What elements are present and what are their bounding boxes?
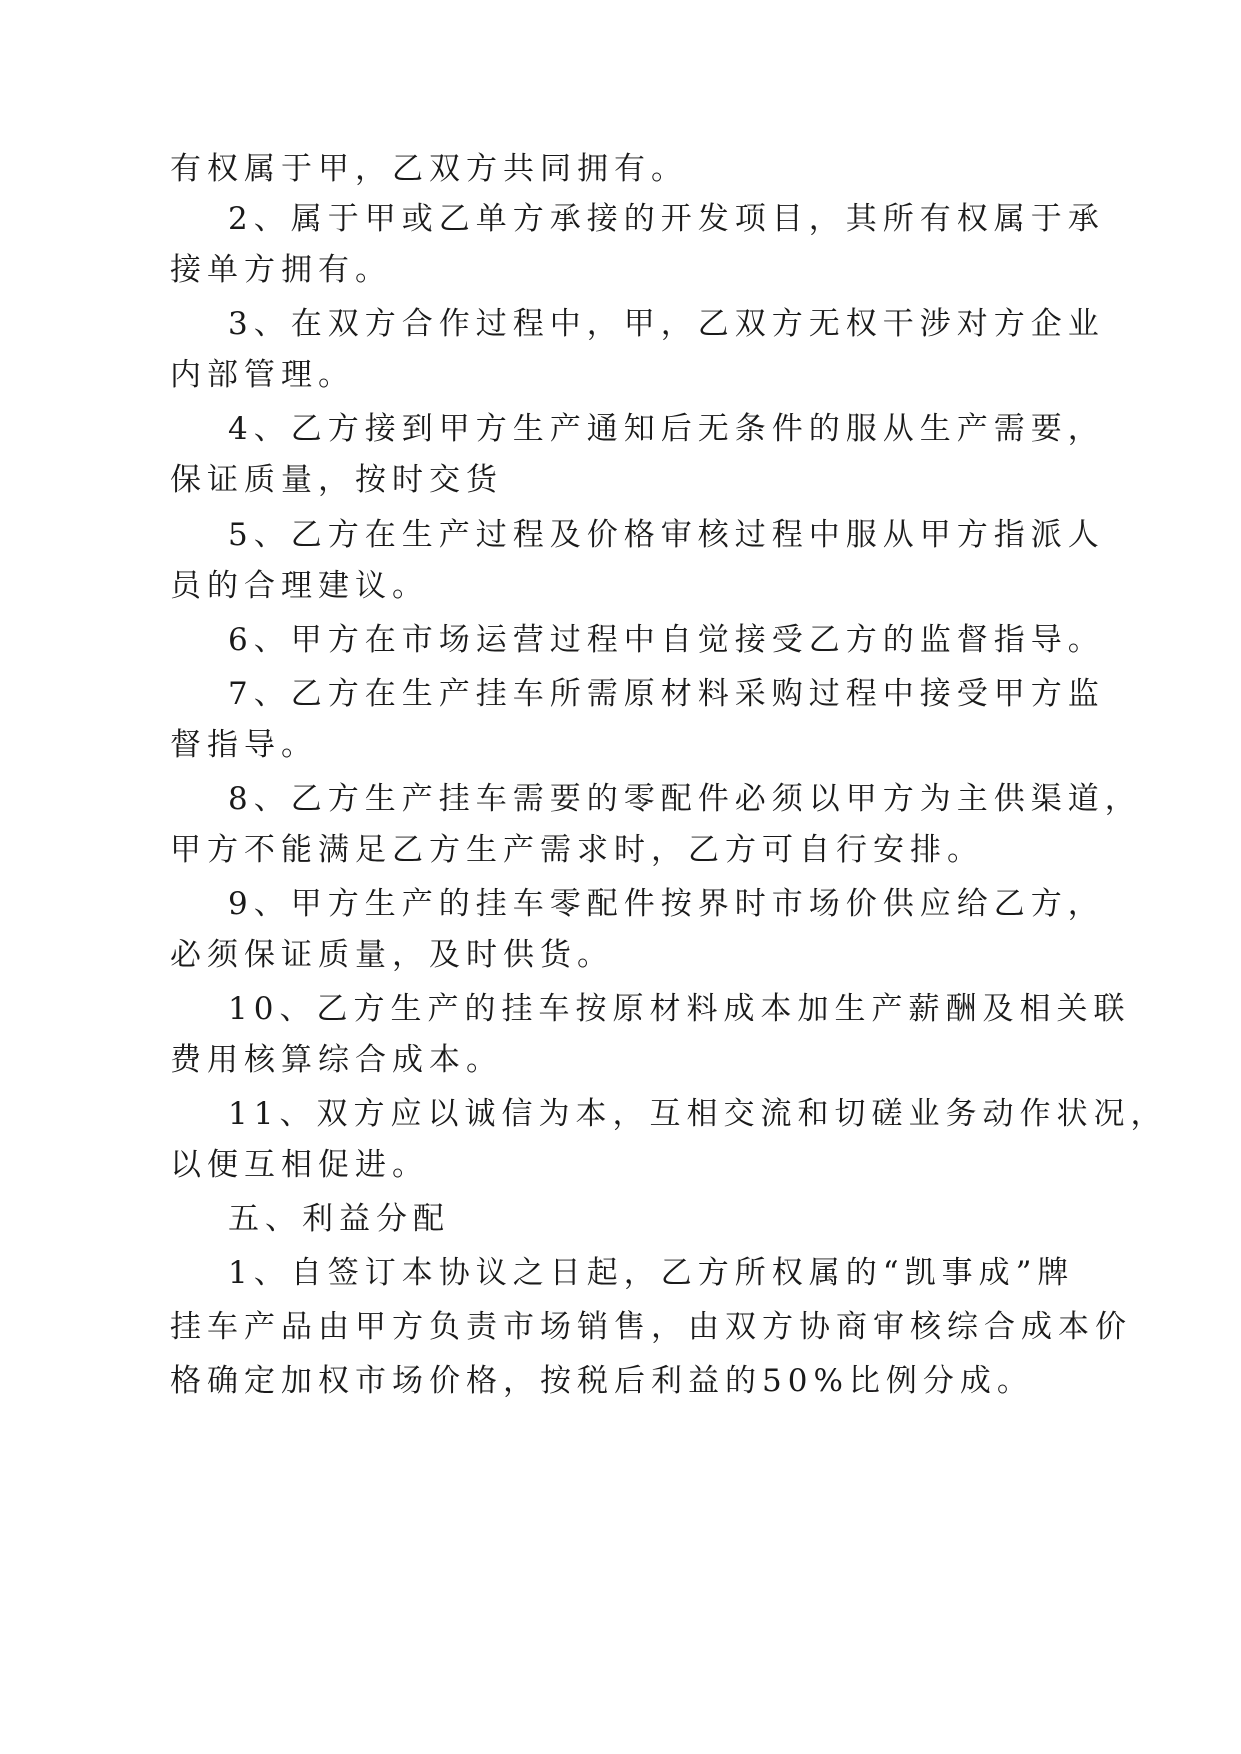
text-line: 8、乙方生产挂车需要的零配件必须以甲方为主供渠道，: [228, 781, 1142, 817]
text-line: 保证质量，按时交货: [170, 462, 503, 498]
text-line: 9、甲方生产的挂车零配件按界时市场价供应给乙方，: [228, 886, 1105, 922]
text-line: 以便互相促进。: [170, 1147, 429, 1183]
text-line: 费用核算综合成本。: [170, 1042, 503, 1078]
text-line: 2、属于甲或乙单方承接的开发项目，其所有权属于承: [228, 201, 1105, 237]
text-line: 甲方不能满足乙方生产需求时，乙方可自行安排。: [170, 832, 984, 868]
text-line: 内部管理。: [170, 357, 355, 393]
text-line: 挂车产品由甲方负责市场销售，由双方协商审核综合成本价: [170, 1309, 1132, 1345]
text-line: 接单方拥有。: [170, 252, 392, 288]
text-line: 7、乙方在生产挂车所需原材料采购过程中接受甲方监: [228, 676, 1105, 712]
text-line: 必须保证质量，及时供货。: [170, 937, 614, 973]
text-line: 11、双方应以诚信为本，互相交流和切磋业务动作状况，: [228, 1096, 1168, 1132]
text-line: 3、在双方合作过程中，甲，乙双方无权干涉对方企业: [228, 306, 1105, 342]
text-line: 5、乙方在生产过程及价格审核过程中服从甲方指派人: [228, 517, 1105, 553]
text-line: 4、乙方接到甲方生产通知后无条件的服从生产需要，: [228, 411, 1105, 447]
text-line: 6、甲方在市场运营过程中自觉接受乙方的监督指导。: [228, 622, 1105, 658]
section-heading: 五、利益分配: [228, 1201, 450, 1237]
text-line: 1、自签订本协议之日起，乙方所权属的“凯事成”牌: [228, 1255, 1075, 1291]
text-line: 10、乙方生产的挂车按原材料成本加生产薪酬及相关联: [228, 991, 1131, 1027]
text-line: 格确定加权市场价格，按税后利益的50%比例分成。: [170, 1363, 1034, 1399]
text-line: 员的合理建议。: [170, 568, 429, 604]
text-line: 有权属于甲，乙双方共同拥有。: [170, 151, 688, 187]
text-line: 督指导。: [170, 727, 318, 763]
